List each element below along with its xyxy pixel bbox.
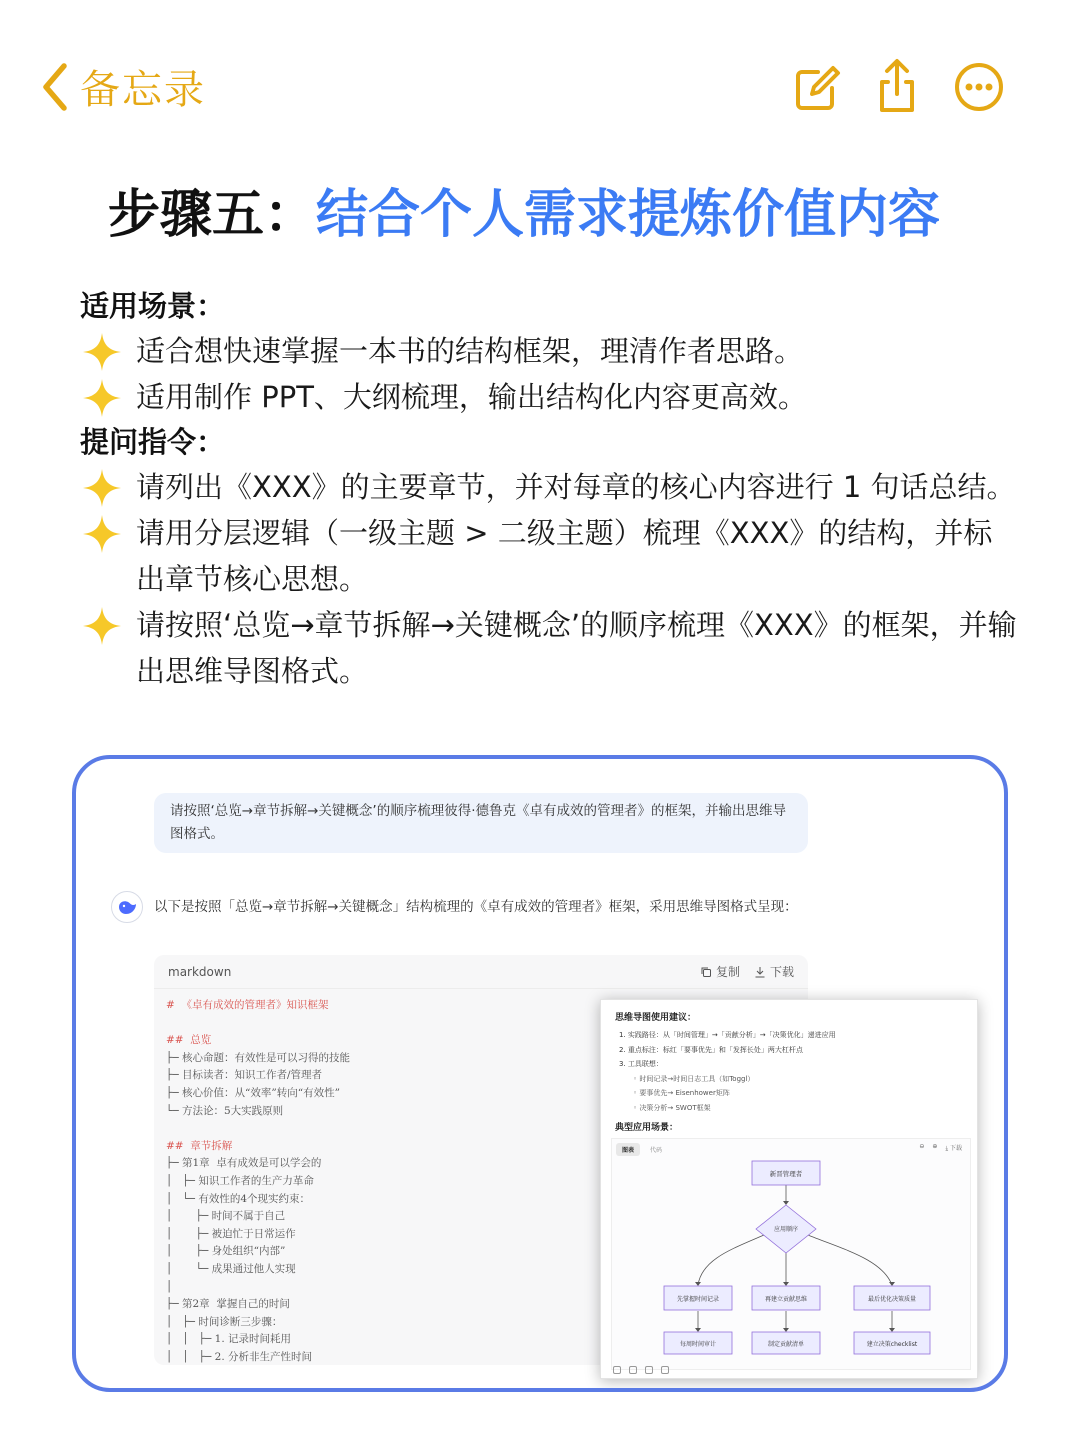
back-label: 备忘录 <box>80 67 206 113</box>
svg-text:制定贡献清单: 制定贡献清单 <box>767 1341 805 1348</box>
code-line: ## 章节拆解 <box>166 1139 233 1152</box>
code-line: │ ├─ 被迫忙于日常运作 <box>166 1227 296 1240</box>
scenario-text: 适合想快速掌握一本书的结构框架，理清作者思路。 <box>136 334 804 368</box>
flowchart-tabs <box>616 1143 668 1156</box>
flow-node-branch <box>664 1286 732 1310</box>
feedback-icons <box>613 1366 669 1374</box>
thumbs-down-icon[interactable] <box>661 1366 669 1374</box>
title-prefix: 步骤五： <box>108 185 317 245</box>
prompt-item <box>80 510 1020 602</box>
code-line: │ └─ 有效性的4个现实约束： <box>166 1192 310 1205</box>
ai-response-intro: 以下是按照「总览→章节拆解→关键概念」结构梳理的《卓有成效的管理者》框架，采用思维导图格式呈现： <box>154 899 798 915</box>
sparkle-icon <box>82 514 122 554</box>
mindmap-tips-list <box>619 1028 969 1115</box>
thumbs-up-icon[interactable] <box>645 1366 653 1374</box>
code-line: ├─ 核心命题：有效性是可以习得的技能 <box>166 1051 350 1064</box>
prompt-text: 请按照‘总览→章节拆解→关键概念’的顺序梳理《XXX》的框架，并输出思维导图格式。 <box>136 608 1017 688</box>
user-prompt-bubble: 请按照‘总览→章节拆解→关键概念’的顺序梳理彼得·德鲁克《卓有成效的管理者》的框架，并输出思维导图格式。 <box>154 793 808 853</box>
regenerate-icon[interactable] <box>629 1366 637 1374</box>
chat-screenshot-card <box>72 755 1008 1392</box>
copy-icon[interactable] <box>613 1366 621 1374</box>
scenario-item <box>80 374 1020 420</box>
code-line: │ ├─ 时间诊断三步骤： <box>166 1315 283 1328</box>
mindmap-panel <box>600 999 978 1379</box>
mindmap-tips-title: 思维导图使用建议： <box>615 1013 697 1023</box>
compose-icon <box>788 58 846 116</box>
copy-icon <box>700 966 712 978</box>
tool-item: ◦ 决策分析→ SWOT框架 <box>633 1103 711 1112</box>
flowchart-toolbar <box>919 1143 962 1153</box>
code-line: ├─ 目标读者：知识工作者/管理者 <box>166 1069 323 1082</box>
prompt-item <box>80 464 1020 510</box>
copy-button[interactable] <box>700 963 740 980</box>
svg-text:新晋管理者: 新晋管理者 <box>769 1170 803 1178</box>
tip-item: 3. 工具联想： <box>619 1060 663 1068</box>
sparkle-icon <box>82 468 122 508</box>
page-title <box>108 172 940 247</box>
zoom-out-button[interactable]: ⊖ <box>919 1143 925 1150</box>
chevron-left-icon <box>38 60 72 114</box>
scenario-item <box>80 328 1020 374</box>
tip-item: 1. 实践路径：从「时间管理」→「贡献分析」→「决策优化」递进应用 <box>619 1031 836 1039</box>
sparkle-icon <box>82 378 122 418</box>
tip-item: 2. 重点标注：标红「要事优先」和「发挥长处」两大杠杆点 <box>619 1045 803 1054</box>
svg-text:先掌握时间记录: 先掌握时间记录 <box>676 1296 720 1303</box>
back-button[interactable] <box>38 58 206 115</box>
compose-button[interactable] <box>788 58 846 116</box>
code-line: ├─ 第1章 卓有成效是可以学会的 <box>166 1157 322 1170</box>
mindmap-scenes-title: 典型应用场景： <box>615 1123 679 1133</box>
code-line: │ └─ 成果通过他人实现 <box>166 1262 296 1275</box>
flowchart-canvas <box>611 1138 971 1370</box>
prompt-text: 请用分层逻辑（一级主题 > 二级主题）梳理《XXX》的结构，并标出章节核心思想。 <box>136 516 993 596</box>
zoom-in-button[interactable]: ⊕ <box>932 1143 938 1150</box>
code-line: │ │ ├─ 2. 分析非生产性时间 <box>166 1350 313 1363</box>
code-line: │ │ ├─ 1. 记录时间耗用 <box>166 1333 292 1346</box>
flow-node-leaf <box>854 1332 930 1354</box>
svg-text:每周时间审计: 每周时间审计 <box>679 1341 717 1348</box>
flow-node-branch <box>752 1286 820 1310</box>
code-line: ├─ 第2章 掌握自己的时间 <box>166 1298 290 1311</box>
copy-label: 复制 <box>715 965 740 979</box>
sparkle-icon <box>82 332 122 372</box>
tab-code[interactable]: 代码 <box>650 1147 663 1154</box>
more-button[interactable] <box>950 58 1008 116</box>
flow-node-leaf <box>664 1332 732 1354</box>
tool-item: ◦ 时间记录→时间日志工具（如Toggl） <box>633 1074 755 1083</box>
download-label: 下载 <box>769 965 794 979</box>
scenarios-heading: 适用场景： <box>80 289 226 323</box>
flowchart <box>612 1139 972 1371</box>
share-icon <box>868 58 926 116</box>
download-icon <box>754 966 766 978</box>
flowchart-download-button[interactable]: ⤓ 下载 <box>945 1145 962 1152</box>
svg-text:应用顺序: 应用顺序 <box>773 1226 799 1233</box>
prompt-text: 请列出《XXX》的主要章节，并对每章的核心内容进行 1 句话总结。 <box>136 470 1016 504</box>
prompts-heading: 提问指令： <box>80 425 226 459</box>
code-line: ## 总览 <box>166 1034 212 1047</box>
note-body <box>80 284 1020 694</box>
flow-node-root <box>752 1161 820 1185</box>
ai-avatar <box>111 891 143 923</box>
code-line: │ <box>166 1280 173 1293</box>
code-header <box>154 955 808 989</box>
svg-text:最后优化决策质量: 最后优化决策质量 <box>867 1296 917 1303</box>
flow-node-decision <box>756 1205 816 1253</box>
code-line: │ ├─ 身处组织“内部” <box>166 1245 286 1258</box>
code-language: markdown <box>168 964 232 979</box>
more-icon <box>950 58 1008 116</box>
scenario-text: 适用制作 PPT、大纲梳理，输出结构化内容更高效。 <box>136 380 807 414</box>
title-highlight: 结合个人需求提炼价值内容 <box>316 185 941 245</box>
whale-logo-icon <box>116 896 138 918</box>
code-line: ├─ 核心价值：从“效率”转向“有效性” <box>166 1086 340 1099</box>
tab-chart[interactable]: 图表 <box>616 1143 640 1156</box>
flow-node-leaf <box>752 1332 820 1354</box>
tool-item: ◦ 要事优先→ Eisenhower矩阵 <box>633 1089 730 1097</box>
code-line: │ ├─ 知识工作者的生产力革命 <box>166 1174 314 1187</box>
share-button[interactable] <box>868 58 926 116</box>
nav-bar <box>0 0 1080 170</box>
svg-text:建立决策checklist: 建立决策checklist <box>866 1341 918 1348</box>
code-line: │ ├─ 时间不属于自己 <box>166 1210 286 1223</box>
download-button[interactable] <box>754 963 794 980</box>
flow-node-branch <box>854 1286 930 1310</box>
code-line: └─ 方法论：5大实践原则 <box>166 1104 284 1117</box>
sparkle-icon <box>82 606 122 646</box>
svg-text:再建立贡献思维: 再建立贡献思维 <box>764 1296 808 1303</box>
code-line: # 《卓有成效的管理者》知识框架 <box>166 999 329 1011</box>
prompt-item <box>80 602 1020 694</box>
